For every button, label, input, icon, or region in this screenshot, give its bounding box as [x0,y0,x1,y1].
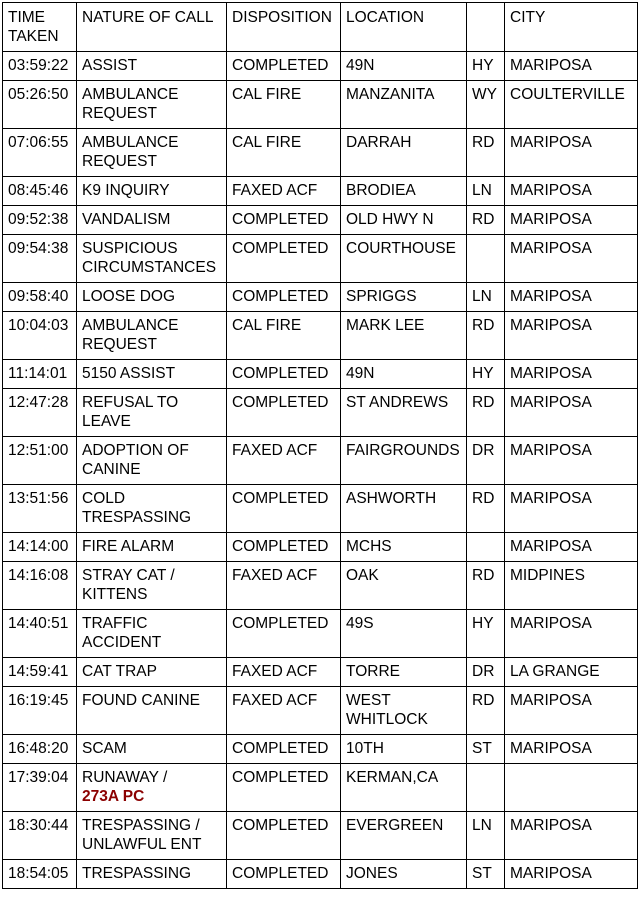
city-cell [505,610,638,658]
table-row [3,485,638,533]
city-cell-text: MARIPOSA [510,394,592,411]
nature-cell [77,562,227,610]
nature-cell-text: FIRE ALARM [82,538,175,555]
time-cell-text: 09:52:38 [8,211,69,228]
time-cell-text: 16:19:45 [8,692,69,709]
disposition-cell-text: COMPLETED [232,615,329,632]
disposition-cell [227,860,341,889]
suffix-cell [467,860,505,889]
header-time: TIME TAKEN [3,3,77,52]
disposition-cell [227,533,341,562]
nature-cell-text: TRAFFIC ACCIDENT [82,615,162,651]
location-cell [341,658,467,687]
time-cell [3,610,77,658]
header-row [3,3,638,52]
nature-cell [77,81,227,129]
suffix-cell-text: RD [472,490,495,507]
nature-cell [77,485,227,533]
suffix-cell [467,283,505,312]
location-cell-text: TORRE [346,663,400,680]
location-cell-text: OLD HWY N [346,211,434,228]
time-cell [3,658,77,687]
disposition-cell-text: FAXED ACF [232,567,318,584]
time-cell-text: 14:40:51 [8,615,69,632]
city-cell-text: LA GRANGE [510,663,600,680]
disposition-cell-text: COMPLETED [232,490,329,507]
disposition-cell [227,360,341,389]
time-cell-text: 17:39:04 [8,769,69,786]
city-cell-text: MARIPOSA [510,317,592,334]
nature-cell-text: AMBULANCE REQUEST [82,134,179,170]
location-cell-text: 49S [346,615,374,632]
nature-cell [77,312,227,360]
header-nature: NATURE OF CALL [77,3,227,52]
table-row [3,687,638,735]
location-cell [341,485,467,533]
time-cell-text: 09:58:40 [8,288,69,305]
time-cell-text: 14:14:00 [8,538,69,555]
location-cell-text: MCHS [346,538,392,555]
suffix-cell-text: RD [472,394,495,411]
city-cell [505,812,638,860]
time-cell-text: 10:04:03 [8,317,69,334]
location-cell-text: FAIRGROUNDS [346,442,460,459]
disposition-cell-text: COMPLETED [232,211,329,228]
city-cell-text: MARIPOSA [510,692,592,709]
suffix-cell [467,764,505,812]
disposition-cell-text: FAXED ACF [232,692,318,709]
time-cell [3,129,77,177]
disposition-cell-text: COMPLETED [232,817,329,834]
location-cell [341,283,467,312]
time-cell-text: 11:14:01 [8,365,68,382]
nature-cell [77,735,227,764]
time-cell [3,437,77,485]
location-cell-text: BRODIEA [346,182,416,199]
disposition-cell-text: COMPLETED [232,769,329,786]
disposition-cell [227,437,341,485]
nature-cell-text: STRAY CAT / KITTENS [82,567,175,603]
table-row [3,389,638,437]
location-cell [341,562,467,610]
city-cell [505,687,638,735]
time-cell [3,687,77,735]
header-location: LOCATION [341,3,467,52]
city-cell [505,283,638,312]
disposition-cell [227,206,341,235]
table-row [3,52,638,81]
location-cell [341,735,467,764]
time-cell [3,177,77,206]
nature-cell-text: RUNAWAY / [82,769,168,786]
location-cell [341,687,467,735]
time-cell [3,360,77,389]
city-cell-text: MARIPOSA [510,442,592,459]
suffix-cell [467,206,505,235]
location-cell [341,360,467,389]
suffix-cell [467,177,505,206]
time-cell [3,533,77,562]
time-cell-text: 05:26:50 [8,86,69,103]
table-row [3,735,638,764]
nature-cell-text: TRESPASSING [82,865,192,882]
time-cell [3,735,77,764]
nature-cell [77,687,227,735]
city-cell-text: MARIPOSA [510,182,592,199]
table-body [3,52,638,889]
location-cell-text: OAK [346,567,379,584]
location-cell [341,235,467,283]
city-cell [505,658,638,687]
location-cell-text: 49N [346,365,375,382]
location-cell [341,437,467,485]
nature-cell-text: 5150 ASSIST [82,365,176,382]
nature-cell [77,129,227,177]
header-city: CITY [505,3,638,52]
city-cell [505,764,638,812]
disposition-cell [227,129,341,177]
nature-cell-text: TRESPASSING / UNLAWFUL ENT [82,817,202,853]
nature-cell-text: ADOPTION OF CANINE [82,442,189,478]
city-cell-text: MARIPOSA [510,865,592,882]
time-cell-text: 07:06:55 [8,134,69,151]
disposition-cell-text: COMPLETED [232,240,329,257]
suffix-cell-text: DR [472,663,495,680]
city-cell-text: MARIPOSA [510,615,592,632]
suffix-cell [467,52,505,81]
disposition-cell [227,81,341,129]
location-cell [341,389,467,437]
disposition-cell-text: FAXED ACF [232,442,318,459]
disposition-cell-text: FAXED ACF [232,663,318,680]
suffix-cell-text: RD [472,317,495,334]
nature-cell [77,812,227,860]
time-cell-text: 16:48:20 [8,740,69,757]
time-cell-text: 12:47:28 [8,394,69,411]
nature-cell-text: AMBULANCE REQUEST [82,86,179,122]
city-cell-text: MARIPOSA [510,288,592,305]
nature-cell-text: K9 INQUIRY [82,182,170,199]
nature-cell-text: SUSPICIOUS CIRCUMSTANCES [82,240,217,276]
suffix-cell [467,610,505,658]
disposition-cell-text: COMPLETED [232,865,329,882]
table-row [3,860,638,889]
time-cell-text: 08:45:46 [8,182,69,199]
city-cell-text: MIDPINES [510,567,585,584]
location-cell [341,52,467,81]
disposition-cell [227,735,341,764]
penal-code-text: 273A PC [82,788,145,805]
suffix-cell-text: LN [472,817,492,834]
city-cell [505,177,638,206]
time-cell-text: 14:16:08 [8,567,69,584]
nature-cell [77,764,227,812]
time-cell [3,206,77,235]
disposition-cell [227,562,341,610]
disposition-cell [227,610,341,658]
nature-cell [77,860,227,889]
city-cell [505,312,638,360]
city-cell [505,437,638,485]
city-cell [505,485,638,533]
disposition-cell [227,658,341,687]
location-cell [341,860,467,889]
header-suffix [467,3,505,52]
disposition-cell [227,687,341,735]
nature-cell-text: VANDALISM [82,211,171,228]
location-cell-text: ASHWORTH [346,490,437,507]
suffix-cell [467,81,505,129]
time-cell [3,235,77,283]
table-row [3,360,638,389]
nature-cell [77,437,227,485]
city-cell-text: MARIPOSA [510,365,592,382]
nature-cell [77,360,227,389]
nature-cell-text: LOOSE DOG [82,288,176,305]
disposition-cell-text: CAL FIRE [232,86,302,103]
time-cell [3,312,77,360]
location-cell [341,533,467,562]
nature-cell-text: ASSIST [82,57,138,74]
suffix-cell-text: HY [472,365,494,382]
time-cell [3,389,77,437]
time-cell-text: 12:51:00 [8,442,69,459]
city-cell-text: MARIPOSA [510,211,592,228]
call-log-table [2,2,638,889]
disposition-cell [227,283,341,312]
nature-cell [77,283,227,312]
suffix-cell-text: HY [472,57,494,74]
disposition-cell [227,764,341,812]
nature-cell-text: SCAM [82,740,127,757]
table-row [3,235,638,283]
suffix-cell-text: LN [472,288,492,305]
nature-cell [77,177,227,206]
time-cell [3,485,77,533]
suffix-cell-text: ST [472,865,492,882]
time-cell [3,812,77,860]
suffix-cell-text: HY [472,615,494,632]
disposition-cell [227,312,341,360]
nature-cell [77,206,227,235]
table-row [3,658,638,687]
table-row [3,437,638,485]
suffix-cell [467,389,505,437]
nature-cell [77,610,227,658]
time-cell [3,764,77,812]
location-cell-text: COURTHOUSE [346,240,456,257]
suffix-cell [467,129,505,177]
suffix-cell-text: RD [472,134,495,151]
table-row [3,764,638,812]
suffix-cell [467,485,505,533]
location-cell [341,812,467,860]
location-cell [341,206,467,235]
time-cell [3,860,77,889]
disposition-cell-text: FAXED ACF [232,182,318,199]
table-row [3,81,638,129]
city-cell-text: MARIPOSA [510,490,592,507]
disposition-cell-text: COMPLETED [232,394,329,411]
table-row [3,177,638,206]
city-cell [505,562,638,610]
suffix-cell [467,360,505,389]
location-cell [341,177,467,206]
time-cell-text: 18:30:44 [8,817,69,834]
nature-cell [77,658,227,687]
nature-cell [77,389,227,437]
suffix-cell [467,533,505,562]
location-cell-text: JONES [346,865,398,882]
table-row [3,206,638,235]
location-cell-text: MANZANITA [346,86,435,103]
suffix-cell [467,437,505,485]
table-row [3,610,638,658]
suffix-cell [467,812,505,860]
suffix-cell [467,562,505,610]
disposition-cell-text: COMPLETED [232,740,329,757]
suffix-cell [467,658,505,687]
city-cell [505,235,638,283]
location-cell-text: ST ANDREWS [346,394,449,411]
table-row [3,812,638,860]
location-cell-text: EVERGREEN [346,817,444,834]
suffix-cell-text: RD [472,692,495,709]
city-cell-text: MARIPOSA [510,57,592,74]
nature-cell-text: REFUSAL TO LEAVE [82,394,179,430]
nature-cell [77,235,227,283]
city-cell [505,735,638,764]
table-row [3,312,638,360]
time-cell [3,81,77,129]
suffix-cell-text: DR [472,442,495,459]
table-row [3,562,638,610]
disposition-cell [227,485,341,533]
suffix-cell [467,735,505,764]
time-cell-text: 18:54:05 [8,865,69,882]
nature-cell [77,52,227,81]
nature-cell-text: FOUND CANINE [82,692,200,709]
location-cell [341,312,467,360]
disposition-cell-text: COMPLETED [232,365,329,382]
table-row [3,129,638,177]
suffix-cell-text: WY [472,86,497,103]
city-cell-text: MARIPOSA [510,134,592,151]
time-cell-text: 09:54:38 [8,240,69,257]
city-cell-text: COULTERVILLE [510,86,625,103]
location-cell-text: KERMAN,CA [346,769,439,786]
time-cell-text: 14:59:41 [8,663,69,680]
table-row [3,283,638,312]
city-cell [505,360,638,389]
location-cell [341,610,467,658]
city-cell [505,533,638,562]
suffix-cell [467,235,505,283]
city-cell [505,52,638,81]
disposition-cell [227,52,341,81]
disposition-cell-text: COMPLETED [232,538,329,555]
disposition-cell [227,235,341,283]
city-cell-text: MARIPOSA [510,740,592,757]
time-cell [3,52,77,81]
location-cell-text: SPRIGGS [346,288,417,305]
disposition-cell [227,177,341,206]
time-cell [3,283,77,312]
city-cell [505,860,638,889]
city-cell [505,206,638,235]
location-cell-text: MARK LEE [346,317,425,334]
nature-cell-text: AMBULANCE REQUEST [82,317,179,353]
city-cell [505,389,638,437]
nature-cell-text: COLD TRESPASSING [82,490,192,526]
disposition-cell-text: COMPLETED [232,57,329,74]
location-cell [341,764,467,812]
disposition-cell [227,389,341,437]
location-cell-text: 10TH [346,740,384,757]
suffix-cell-text: RD [472,567,495,584]
city-cell-text: MARIPOSA [510,817,592,834]
location-cell-text: WEST WHITLOCK [346,692,428,728]
header-disposition: DISPOSITION [227,3,341,52]
time-cell-text: 03:59:22 [8,57,69,74]
location-cell [341,81,467,129]
time-cell [3,562,77,610]
city-cell-text: MARIPOSA [510,538,592,555]
disposition-cell-text: CAL FIRE [232,317,302,334]
location-cell [341,129,467,177]
suffix-cell [467,312,505,360]
city-cell [505,81,638,129]
suffix-cell-text: RD [472,211,495,228]
location-cell-text: DARRAH [346,134,412,151]
suffix-cell-text: LN [472,182,492,199]
disposition-cell [227,812,341,860]
city-cell [505,129,638,177]
location-cell-text: 49N [346,57,375,74]
disposition-cell-text: COMPLETED [232,288,329,305]
suffix-cell-text: ST [472,740,492,757]
city-cell-text: MARIPOSA [510,240,592,257]
time-cell-text: 13:51:56 [8,490,69,507]
nature-cell [77,533,227,562]
table-row [3,533,638,562]
disposition-cell-text: CAL FIRE [232,134,302,151]
suffix-cell [467,687,505,735]
nature-cell-text: CAT TRAP [82,663,157,680]
